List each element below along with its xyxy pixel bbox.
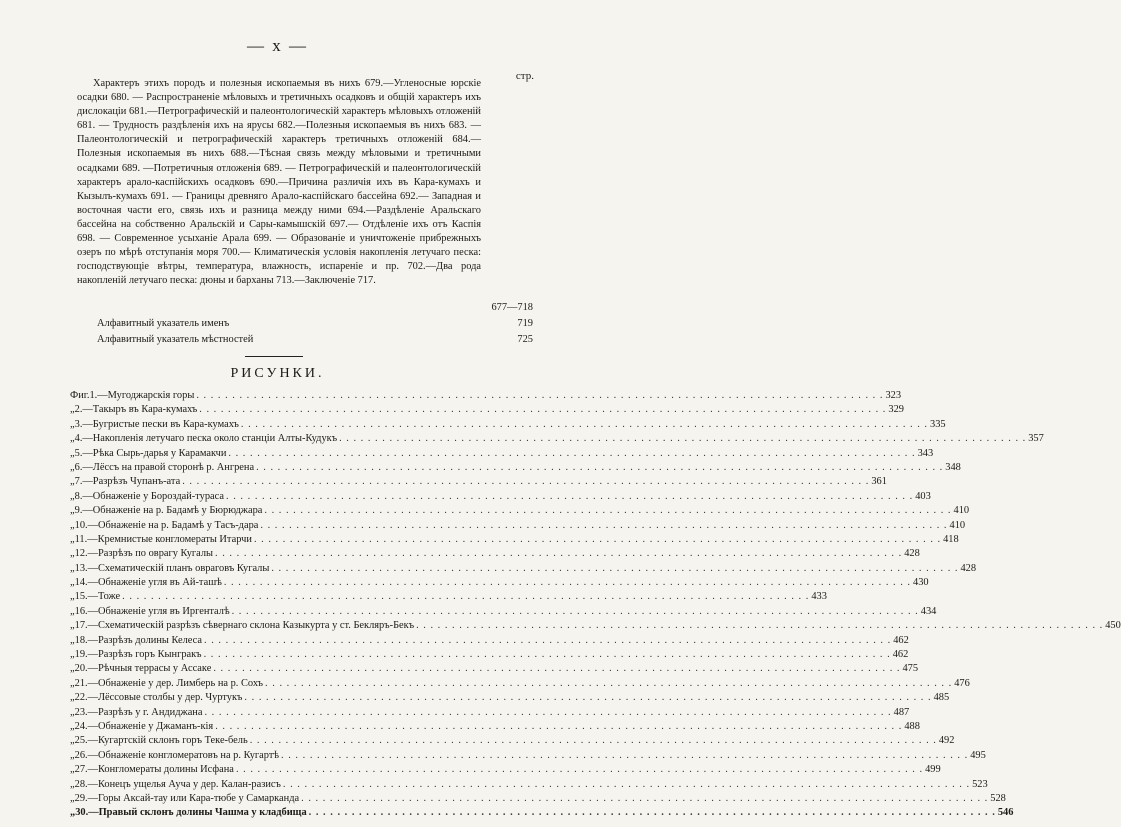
figure-page: 343 [917, 447, 934, 459]
figure-prefix: „ [70, 577, 75, 589]
figure-title: 27.—Конгломераты долины Исфана [74, 764, 234, 776]
dot-leader [204, 707, 891, 718]
figure-entry [70, 692, 950, 706]
figure-title: 23.—Разрѣзъ у г. Андиджана [74, 706, 203, 718]
figure-page: 410 [953, 505, 970, 517]
figure-title: 30.—Правый склонъ долины Чашма у кладбища [75, 807, 307, 819]
dot-leader [260, 520, 947, 531]
figure-title: 22.—Лёссовые столбы у дер. Чуртукъ [74, 692, 243, 704]
figure-title: 24.—Обнаженіе у Джаманъ-кія [74, 720, 214, 732]
figure-prefix: „ [70, 663, 75, 675]
contents-paragraph: Характеръ этихъ породъ и полезныя ископаемыя въ нихъ 679.—Угленосные юрскіе осадки 680. — Распространеніе мѣловыхъ и третичныхъ осадковъ и общій характеръ ихъ дислокаціи 681.—Петрографическій и палеонтологическій характеръ мѣловыхъ отложеній 681. — Трудность раздѣленія ихъ на ярусы 682.—Полезныя ископаемыя въ нихъ 683. — Палеонтологическій и петрографическій характеръ третичныхъ отложеній 684.—Полезныя ископаемыя въ нихъ 688.—Тѣсная связь между мѣловыми и третичными осадками 689. —Потретичныя отложенія 689. — Петрографическій и палеонтологическій характеръ арало-каспійскихъ осадковъ 690.—Причина различія ихъ въ Кара-кумахъ и Кызылъ-кумахъ 691. — Границы древняго Арало-каспійскаго бассейна 692.— Западная и восточная части его, связь ихъ и разница между ними 694.—Раздѣленіе Аральскаго бассейна на собственно Аральскій и Сары-камышскій 697.— Отдѣленіе ихъ отъ Каспія 698. — Современное усыханіе Арала 699. — Образованіе и уничтоженіе прибрежныхъ озеръ по мѣрѣ отступанія моря 700.— Климатическія условія накопленія летучаго песка: господствующіе вѣтры, температура, влажность, испареніе и пр. 702.—Два рода накопленій летучаго песка: дюны и барханы 713.—Заключеніе 717. [77, 78, 481, 287]
figure-entry [70, 562, 977, 577]
figure-title: 4.—Накопленія летучаго песка около станціи Алты-Кудукъ [74, 433, 338, 445]
figure-prefix: „ [70, 649, 75, 661]
figure-prefix: „ [70, 692, 75, 704]
figure-title: 7.—Разрѣзъ Чупанъ-ата [74, 476, 181, 488]
figure-entry [70, 605, 937, 620]
figure-entry [70, 720, 920, 735]
figure-page: 523 [972, 778, 988, 790]
figure-entry [70, 591, 827, 605]
figure-title: 25.—Кугартскій склонъ горъ Теке-бель [74, 735, 248, 747]
figure-title: 10.—Обнаженіе на р. Бадамѣ у Тасъ-дара [74, 519, 259, 531]
section-title: РИСУНКИ. [230, 366, 325, 381]
page-number: — x — [247, 36, 308, 55]
figure-entry [70, 706, 910, 721]
figure-page: 430 [913, 577, 929, 589]
figure-title: 29.—Горы Аксай-тау или Кара-тюбе у Самарканда [74, 792, 300, 804]
figure-entry [70, 649, 909, 663]
dot-leader [232, 606, 919, 617]
figure-title: 13.—Схематическій планъ овраговъ Кугалы [74, 562, 270, 574]
figure-entry [70, 778, 988, 793]
figure-prefix: „ [70, 461, 75, 473]
figure-page: 499 [925, 764, 941, 776]
dot-leader [244, 692, 931, 703]
figure-title: 28.—Конецъ ущелья Ауча у дер. Калан-разисъ [74, 778, 281, 790]
figure-prefix: „ [70, 706, 75, 718]
figure-entry [70, 404, 904, 418]
figure-page: 348 [945, 461, 961, 473]
figure-entry [70, 749, 986, 764]
figure-page: 492 [938, 735, 955, 747]
figure-page: 428 [904, 548, 920, 560]
figure-prefix: „ [70, 404, 75, 416]
dot-leader [265, 678, 952, 689]
figure-page: 475 [902, 663, 919, 675]
figure-page: 495 [970, 749, 986, 761]
dot-leader [228, 448, 915, 459]
figure-list [70, 390, 1121, 822]
dot-leader [199, 404, 886, 415]
dot-leader [339, 433, 1026, 444]
figure-entry [70, 634, 909, 649]
figure-entry [70, 433, 1044, 447]
figure-entry [70, 792, 1006, 807]
figure-page: 462 [892, 649, 909, 661]
figure-entry [70, 677, 970, 692]
figure-title: 1.—Мугоджарскія горы [89, 390, 195, 401]
dot-leader [196, 390, 883, 401]
figure-title: 18.—Разрѣзъ долины Келеса [74, 634, 203, 646]
figure-prefix: „ [70, 476, 75, 488]
figure-prefix: Фиг. [70, 390, 90, 401]
figure-prefix: „ [70, 418, 75, 430]
dot-leader [309, 807, 996, 818]
dot-leader [283, 779, 970, 790]
index-entry-label: Алфавитный указатель мѣстностей [97, 334, 254, 345]
figure-title: 21.—Обнаженіе у дер. Лимберь на р. Сохъ [74, 677, 264, 689]
figure-prefix: „ [70, 591, 75, 603]
figure-page: 485 [933, 692, 950, 704]
figure-title: 19.—Разрѣзъ горъ Кынгракъ [74, 649, 202, 661]
figure-entry [70, 418, 946, 433]
dot-leader [271, 563, 958, 574]
figure-entry [70, 390, 902, 404]
figure-page: 418 [943, 533, 959, 545]
figure-page: 546 [997, 807, 1014, 819]
figure-page: 528 [990, 792, 1006, 804]
index-entry [97, 334, 533, 349]
paragraph-page-range: 677—718 [491, 302, 533, 313]
figure-prefix: „ [70, 778, 75, 790]
dot-leader [215, 721, 902, 732]
figure-title: 11.—Кремнистые конгломераты Итарчи [74, 533, 252, 545]
dot-leader [301, 793, 988, 804]
dot-leader [226, 491, 913, 502]
dot-leader [241, 419, 928, 430]
figure-prefix: „ [70, 720, 75, 732]
figure-entry [70, 735, 955, 749]
figure-prefix: „ [70, 533, 75, 545]
figure-title: 3.—Бугристые пески въ Кара-кумахъ [74, 418, 239, 430]
figure-page: 433 [811, 591, 827, 603]
figure-title: 16.—Обнаженіе угля въ Иргенталѣ [74, 605, 230, 617]
figure-page: 335 [930, 418, 946, 430]
figure-prefix: „ [70, 548, 75, 560]
figure-page: 434 [920, 605, 937, 617]
figure-page: 357 [1028, 433, 1044, 445]
figure-entry [70, 476, 887, 490]
figure-prefix: „ [70, 620, 75, 632]
figure-title: 14.—Обнаженіе угля въ Ай-ташѣ [74, 577, 222, 589]
figure-page: 361 [871, 476, 887, 488]
figure-title: 8.—Обнаженіе у Бороздай-тураса [74, 490, 225, 502]
dot-leader [254, 534, 941, 545]
dot-leader [122, 591, 809, 602]
figure-entry [70, 548, 920, 562]
dot-leader [281, 750, 968, 761]
figure-title: 15.—Тоже [74, 591, 121, 603]
figure-title: 17.—Схематическій разрѣзъ сѣвернаго склона Казыкурта у ст. Бекляръ-Бекъ [74, 620, 415, 632]
figure-entry [70, 505, 970, 519]
figure-page: 487 [893, 706, 910, 718]
section-divider [245, 356, 303, 357]
figure-page: 323 [885, 390, 902, 401]
index-entry [97, 318, 533, 333]
figure-title: 5.—Рѣка Сырь-дарья у Карамакчи [74, 447, 227, 459]
figure-page: 488 [904, 720, 920, 732]
figure-prefix: „ [70, 447, 75, 459]
figure-prefix: „ [70, 749, 75, 761]
figure-prefix: „ [70, 807, 76, 819]
dot-leader [213, 663, 900, 674]
figure-entry [70, 807, 1014, 821]
dot-leader [416, 620, 1103, 631]
dot-leader [204, 635, 891, 646]
dot-leader [224, 577, 911, 588]
figure-prefix: „ [70, 433, 75, 445]
dot-leader [204, 649, 891, 660]
figure-title: 12.—Разрѣзъ по оврагу Кугалы [74, 548, 214, 560]
figure-prefix: „ [70, 505, 75, 517]
figure-title: 9.—Обнаженіе на р. Бадамѣ у Бюрюджара [74, 505, 263, 517]
figure-prefix: „ [70, 605, 75, 617]
figure-prefix: „ [70, 519, 75, 531]
dot-leader [236, 764, 923, 775]
figure-title: 6.—Лёссъ на правой сторонѣ р. Ангрена [74, 461, 255, 473]
figure-prefix: „ [70, 490, 75, 502]
figure-entry [70, 519, 966, 534]
index-entry-page: 725 [517, 334, 533, 345]
figure-page: 476 [954, 677, 970, 689]
figure-prefix: „ [70, 735, 75, 747]
figure-prefix: „ [70, 792, 75, 804]
figure-page: 450 [1105, 620, 1121, 632]
dot-leader [264, 505, 951, 516]
dot-leader [182, 476, 869, 487]
figure-page: 428 [960, 562, 977, 574]
dot-leader [215, 548, 902, 559]
figure-title: 2.—Такыръ въ Кара-кумахъ [74, 404, 198, 416]
dot-leader [250, 735, 937, 746]
figure-entry [70, 461, 961, 476]
figure-entry [70, 620, 1121, 634]
figure-entry [70, 577, 929, 591]
figure-entry [70, 533, 959, 548]
figure-page: 410 [949, 519, 966, 531]
figure-entry [70, 764, 941, 778]
index-entry-page: 719 [517, 318, 533, 329]
index-entry-label: Алфавитный указатель именъ [97, 318, 230, 329]
figure-prefix: „ [70, 677, 75, 689]
figure-prefix: „ [70, 764, 75, 776]
figure-prefix: „ [70, 562, 75, 574]
figure-prefix: „ [70, 634, 75, 646]
figure-title: 20.—Рѣчныя террасы у Ассаке [74, 663, 212, 675]
page-column-label: стр. [515, 70, 534, 82]
figure-page: 403 [915, 490, 931, 502]
figure-title: 26.—Обнаженіе конгломератовъ на р. Кугартѣ [74, 749, 280, 761]
figure-page: 329 [888, 404, 904, 416]
figure-entry [70, 490, 931, 505]
figure-entry [70, 447, 934, 462]
figure-entry [70, 663, 919, 677]
dot-leader [256, 462, 943, 473]
figure-page: 462 [893, 634, 909, 646]
